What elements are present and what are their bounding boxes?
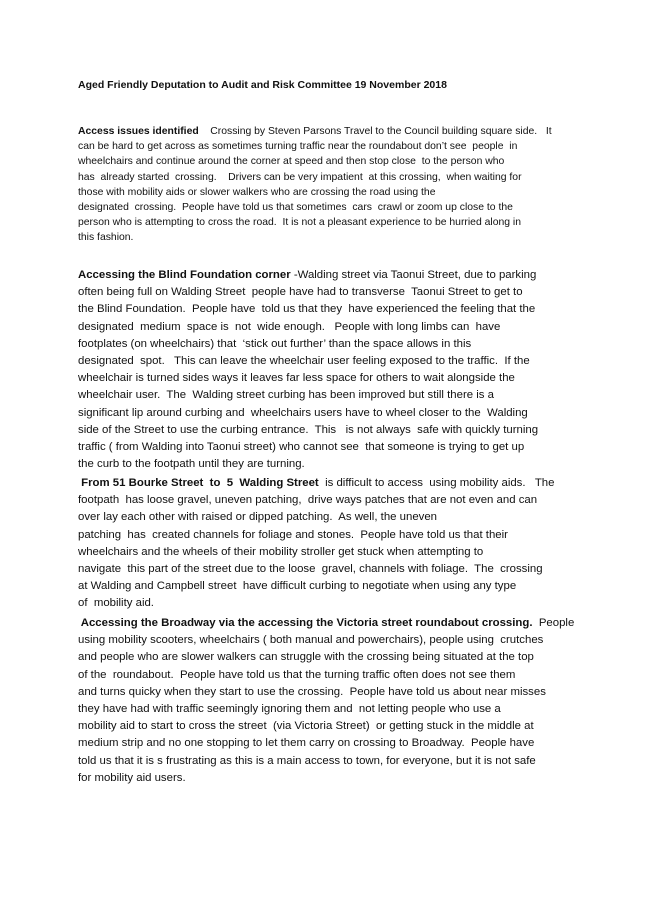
document-title: Aged Friendly Deputation to Audit and Risk Committee 19 November 2018 — [78, 79, 447, 91]
paragraph-line: mobility aid to start to cross the street (via Victoria Street) or getting stuck in the middle at — [78, 720, 534, 733]
paragraph-line: has already started crossing. Drivers can be very impatient at this crossing, when waiting for — [78, 171, 522, 183]
section-heading: Access issues identified — [78, 126, 199, 137]
paragraph-line: designated spot. This can leave the wheelchair user feeling exposed to the traffic. If the — [78, 355, 530, 368]
paragraph-line: traffic ( from Walding into Taonui street) who cannot see that someone is trying to get up — [78, 441, 525, 454]
paragraph-line: patching has created channels for foliage and stones. People have told us that their — [78, 528, 508, 541]
paragraph-line — [78, 267, 578, 284]
paragraph-line — [78, 615, 578, 632]
paragraph-line: for mobility aid users. — [78, 771, 186, 784]
paragraph-line: navigate this part of the street due to the loose gravel, channels with foliage. The crossing — [78, 563, 543, 576]
paragraph-line: designated crossing. People have told us that sometimes cars crawl or zoom up close to the — [78, 202, 513, 214]
paragraph-line: side of the Street to use the curbing entrance. This is not always safe with quickly turning — [78, 423, 539, 436]
paragraph-line: footplates (on wheelchairs) that ‘stick out further’ than the space allows in this — [78, 337, 472, 350]
paragraph-line: using mobility scooters, wheelchairs ( both manual and powerchairs), people using crutches — [78, 634, 544, 647]
paragraph-line: over lay each other with raised or dipped patching. As well, the uneven — [78, 511, 438, 524]
paragraph-line: significant lip around curbing and wheelchairs users have to wheel closer to the Walding — [78, 406, 528, 419]
section-heading: Accessing the Blind Foundation corner — [78, 269, 291, 281]
paragraph-line: and turns quicky when they start to use the crossing. People have told us about near misses — [78, 685, 546, 698]
paragraph-line: designated medium space is not wide enough. People with long limbs can have — [78, 320, 501, 333]
paragraph-line: wheelchair is turned sides ways it leaves far less space for others to wait alongside the — [78, 372, 515, 385]
paragraph-line: person who is attempting to cross the road. It is not a pleasant experience to be hurried along in — [78, 217, 522, 229]
paragraph-line: they have had with traffic seemingly ignoring them and not letting people who use a — [78, 703, 501, 716]
paragraph-text: -Walding street via Taonui Street, due to parking — [290, 269, 537, 281]
paragraph-line: this fashion. — [78, 232, 134, 244]
section-bourke-walding — [78, 475, 578, 613]
section-access-issues — [78, 124, 578, 246]
paragraph-line: wheelchairs and the wheels of their mobility stroller get stuck when attempting to — [78, 545, 484, 558]
paragraph-line: can be hard to get across as sometimes turning traffic near the roundabout don’t see people in — [78, 141, 518, 153]
paragraph-line: of the roundabout. People have told us that the turning traffic often does not see them — [78, 668, 516, 681]
paragraph-line: the Blind Foundation. People have told us that they have experienced the feeling that the — [78, 303, 536, 316]
paragraph-line: medium strip and no one stopping to let them carry on crossing to Broadway. People have — [78, 737, 535, 750]
paragraph-line: wheelchair user. The Walding street curbing has been improved but still there is a — [78, 389, 494, 402]
section-broadway-victoria — [78, 615, 578, 787]
section-heading: Accessing the Broadway via the accessing the Victoria street roundabout crossing. — [78, 617, 533, 629]
paragraph-line: at Walding and Campbell street have difficult curbing to negotiate when using any type — [78, 580, 517, 593]
paragraph-line: of mobility aid. — [78, 597, 154, 610]
paragraph-text: People — [532, 617, 575, 629]
paragraph-line: and people who are slower walkers can struggle with the crossing being situated at the top — [78, 651, 534, 664]
paragraph-line: those with mobility aids or slower walkers who are crossing the road using the — [78, 186, 436, 198]
paragraph-line: told us that it is s frustrating as this is a main access to town, for everyone, but it is not safe — [78, 754, 536, 767]
paragraph-line: wheelchairs and continue around the corner at speed and then stop close to the person who — [78, 156, 505, 168]
section-blind-foundation — [78, 267, 578, 473]
paragraph-line — [78, 475, 578, 492]
paragraph-text: Crossing by Steven Parsons Travel to the Council building square side. It — [198, 126, 552, 137]
paragraph-line — [78, 124, 578, 139]
paragraph-line: footpath has loose gravel, uneven patching, drive ways patches that are not even and can — [78, 494, 538, 507]
paragraph-line: often being full on Walding Street people have had to transverse Taonui Street to get to — [78, 286, 523, 299]
section-heading: From 51 Bourke Street to 5 Walding Street — [78, 477, 319, 489]
paragraph-line: the curb to the footpath until they are turning. — [78, 458, 305, 471]
paragraph-text: is difficult to access using mobility aids. The — [318, 477, 555, 489]
